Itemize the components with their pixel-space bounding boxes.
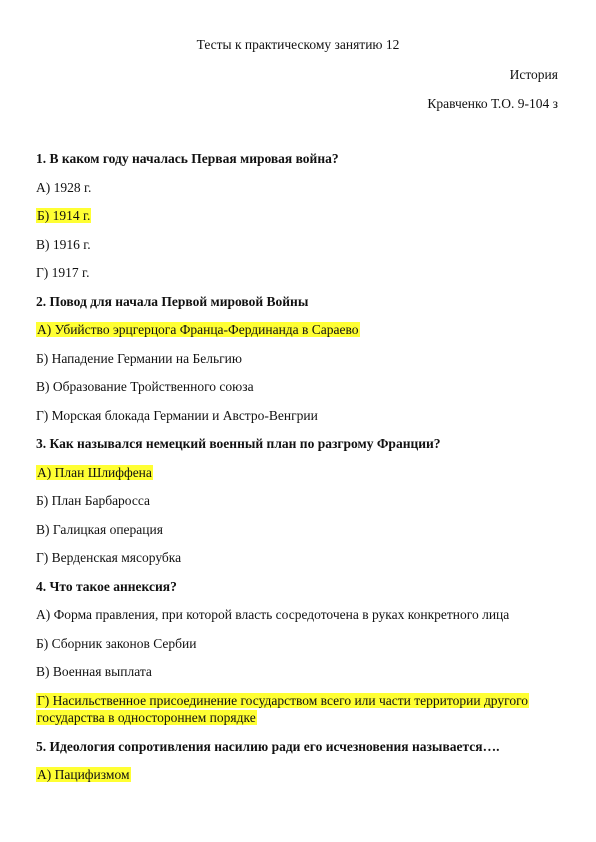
option-text: А) 1928 г. <box>36 179 92 195</box>
selected-answer: Б) 1914 г. <box>37 208 91 223</box>
question-3-option-c <box>36 521 560 550</box>
question-2-option-c <box>36 378 560 407</box>
document-author: Кравченко Т.О. 9-104 з <box>427 96 558 111</box>
option-text: Г) Морская блокада Германии и Австро-Венгрии <box>36 407 318 423</box>
option-text: Б) План Барбаросса <box>36 493 151 508</box>
question-2-option-b <box>36 350 560 379</box>
question-3-option-b <box>36 492 560 521</box>
document-subject: История <box>509 67 558 82</box>
option-text: Б) Сборник законов Сербии <box>36 635 197 651</box>
question-2-option-d <box>36 407 560 436</box>
option-text: В) Военная выплата <box>36 664 152 679</box>
question-4-option-b <box>36 635 560 664</box>
question-2: 2. Повод для начала Первой мировой Войны <box>36 293 309 309</box>
option-text: А) Форма правления, при которой власть сосредоточена в руках конкретного лица <box>36 607 510 622</box>
question-4-option-d <box>36 692 560 738</box>
selected-answer: А) Пацифизмом <box>37 767 130 782</box>
question-4-option-a <box>36 606 560 635</box>
question-1-option-b <box>36 207 560 236</box>
question-1-option-c <box>36 236 560 265</box>
question-3: 3. Как назывался немецкий военный план по разгрому Франции? <box>36 436 441 451</box>
question-4: 4. Что такое аннексия? <box>36 578 177 594</box>
question-1-option-a <box>36 179 560 208</box>
question-3-option-a <box>36 464 560 493</box>
document-title: Тесты к практическому занятию 12 <box>196 37 400 52</box>
option-text: В) 1916 г. <box>36 236 91 252</box>
question-1: 1. В каком году началась Первая мировая война? <box>36 151 339 166</box>
selected-answer: А) План Шлиффена <box>37 464 152 480</box>
question-2-option-a <box>36 321 560 350</box>
test-content <box>36 150 560 795</box>
question-5-option-a <box>36 766 560 795</box>
question-3-option-d <box>36 549 560 578</box>
option-text: Б) Нападение Германии на Бельгию <box>36 350 242 366</box>
selected-answer: А) Убийство эрцгерцога Франца-Фердинанда в Сараево <box>37 322 359 337</box>
option-text: Г) Верденская мясорубка <box>36 550 182 565</box>
selected-answer: Г) Насильственное присоединение государством всего или части территории другого государства в одностороннем порядке <box>37 692 529 725</box>
question-5: 5. Идеология сопротивления насилию ради его исчезновения называется…. <box>36 738 500 754</box>
option-text: В) Образование Тройственного союза <box>36 379 254 394</box>
question-4-option-c <box>36 663 560 692</box>
question-1-option-d <box>36 264 560 293</box>
option-text: В) Галицкая операция <box>36 521 163 537</box>
option-text: Г) 1917 г. <box>36 265 90 280</box>
